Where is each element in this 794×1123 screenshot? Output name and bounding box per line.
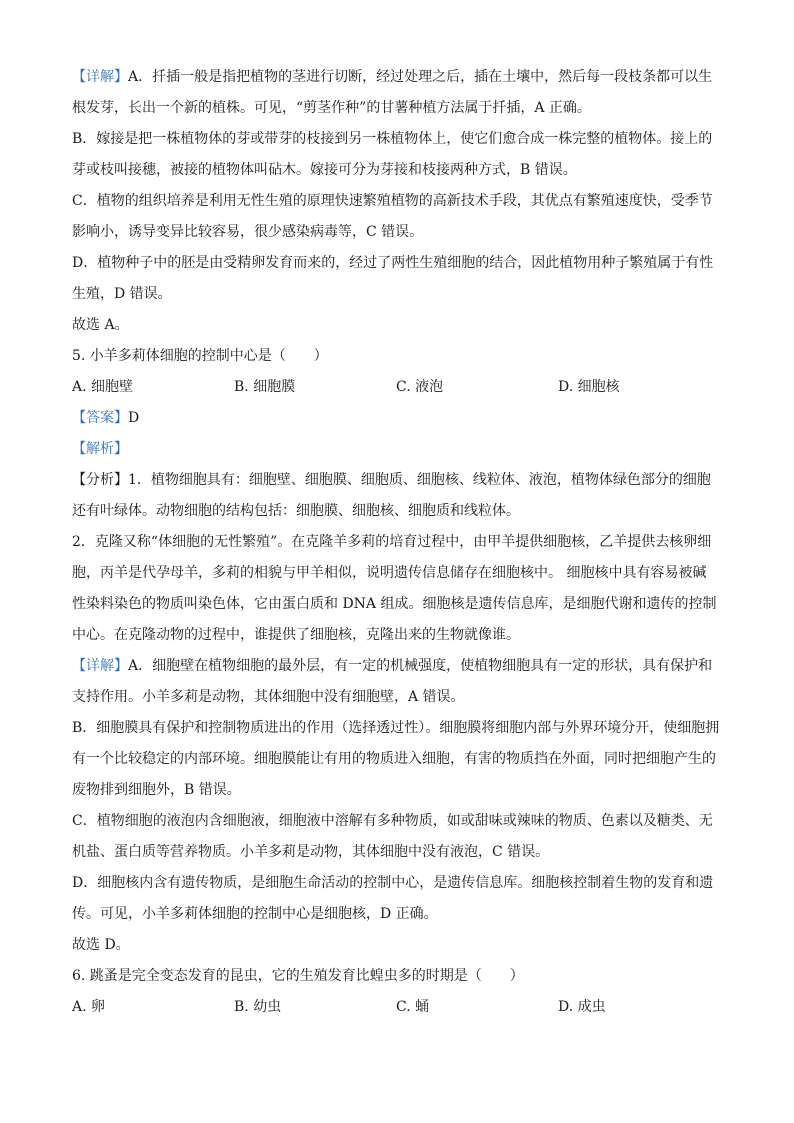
- q5-option-d: D. 细胞核: [558, 379, 620, 395]
- q4-detail-d-line-2: 生殖，D 错误。: [72, 286, 172, 302]
- q5-conclusion: 故选 D。: [72, 937, 130, 953]
- q4-detail-b-line-2: 芽或枝叫接穗，被接的植物体叫砧木。嫁接可分为芽接和枝接两种方式，B 错误。: [72, 162, 577, 178]
- q4-detail-b-line-1: B．嫁接是把一株植物体的芽或带芽的枝接到另一株植物体上，使它们愈合成一株完整的植物体。接上的: [72, 131, 713, 147]
- q5-analysis-line-1: 【分析】1．植物细胞具有：细胞壁、细胞膜、细胞质、细胞核、线粒体、液泡，植物体绿色部分的细胞: [72, 472, 711, 488]
- answer-value: D: [128, 410, 140, 426]
- detail-tag: 【详解】: [72, 658, 128, 674]
- analysis-intro-tag: 【分析】: [72, 472, 128, 488]
- q4-detail-c-line-2: 影响小，诱导变异比较容易，很少感染病毒等，C 错误。: [72, 224, 424, 240]
- q5-detail-d-line-2: 传。可见，小羊多莉体细胞的控制中心是细胞核，D 正确。: [72, 906, 438, 922]
- q6-stem: 6. 跳蚤是完全变态发育的昆虫，它的生殖发育比蝗虫多的时期是（ ）: [72, 968, 524, 984]
- q5-analysis-heading: [72, 434, 722, 465]
- q5-stem: 5. 小羊多莉体细胞的控制中心是（ ）: [72, 348, 328, 364]
- q5-detail-c-line-2: 机盐、蛋白质等营养物质。小羊多莉是动物，其体细胞中没有液泡，C 错误。: [72, 844, 550, 860]
- q4-detail-a-line-2: 根发芽，长出一个新的植株。可见，“剪茎作种”的甘薯种植方法属于扦插，A 正确。: [72, 100, 591, 116]
- q6-option-a: A. 卵: [72, 999, 106, 1015]
- q4-detail-d-line-1: D．植物种子中的胚是由受精卵发育而来的，经过了两性生殖细胞的结合，因此植物用种子繁殖属于有性: [72, 255, 714, 271]
- q5-answer: [72, 403, 722, 434]
- answer-tag: 【答案】: [72, 410, 128, 426]
- q5-options: [72, 372, 722, 403]
- q4-detail-a-line-1: 【详解】A．扦插一般是指把植物的茎进行切断，经过处理之后，插在土壤中，然后每一段枝条都可以生: [72, 69, 713, 85]
- detail-tag: 【详解】: [72, 69, 128, 85]
- q5-detail-b-line-1: B．细胞膜具有保护和控制物质进出的作用（选择透过性）。细胞膜将细胞内部与外界环境分开，使细胞拥: [72, 720, 720, 736]
- q5-analysis-line-6: 中心。在克隆动物的过程中，谁提供了细胞核，克隆出来的生物就像谁。: [72, 627, 520, 643]
- q5-analysis-line-4: 胞，丙羊是代孕母羊，多莉的相貌与甲羊相似，说明遗传信息储存在细胞核中。 细胞核中具有容易被碱: [72, 565, 707, 581]
- analysis-tag: 【解析】: [72, 441, 128, 457]
- q5-analysis-line-3: 2．克隆又称“体细胞的无性繁殖”。在克隆羊多莉的培育过程中，由甲羊提供细胞核，乙羊提供去核卵细: [72, 534, 712, 550]
- q5-detail-b-line-2: 有一个比较稳定的内部环境。细胞膜能让有用的物质进入细胞，有害的物质挡在外面，同时把细胞产生的: [72, 751, 716, 767]
- q5-detail-b-line-3: 废物排到细胞外，B 错误。: [72, 782, 241, 798]
- q4-conclusion: 故选 A。: [72, 317, 129, 333]
- document-page: [72, 62, 722, 1023]
- q5-detail-a-line-1: 【详解】A．细胞壁在植物细胞的最外层，有一定的机械强度，使植物细胞具有一定的形状，具有保护和: [72, 658, 713, 674]
- q6-option-b: B. 幼虫: [234, 999, 282, 1015]
- q5-analysis-line-5: 性染料染色的物质叫染色体，它由蛋白质和 DNA 组成。细胞核是遗传信息库，是细胞代谢和遗传的控制: [72, 596, 717, 612]
- q6-options: [72, 992, 722, 1023]
- q4-detail-c-line-1: C．植物的组织培养是利用无性生殖的原理快速繁殖植物的高新技术手段，其优点有繁殖速度快，受季节: [72, 193, 713, 209]
- q5-option-b: B. 细胞膜: [234, 379, 296, 395]
- q5-detail-a-line-2: 支持作用。小羊多莉是动物，其体细胞中没有细胞壁，A 错误。: [72, 689, 465, 705]
- q5-option-a: A. 细胞壁: [72, 379, 134, 395]
- q5-detail-c-line-1: C．植物细胞的液泡内含细胞液，细胞液中溶解有多种物质，如或甜味或辣味的物质、色素以及糖类、无: [72, 813, 713, 829]
- q6-option-c: C. 蛹: [396, 999, 430, 1015]
- q5-option-c: C. 液泡: [396, 379, 444, 395]
- q5-detail-d-line-1: D．细胞核内含有遗传物质，是细胞生命活动的控制中心，是遗传信息库。细胞核控制着生物的发育和遗: [72, 875, 714, 891]
- q5-analysis-line-2: 还有叶绿体。动物细胞的结构包括：细胞膜、细胞核、细胞质和线粒体。: [72, 503, 520, 519]
- q6-option-d: D. 成虫: [558, 999, 606, 1015]
